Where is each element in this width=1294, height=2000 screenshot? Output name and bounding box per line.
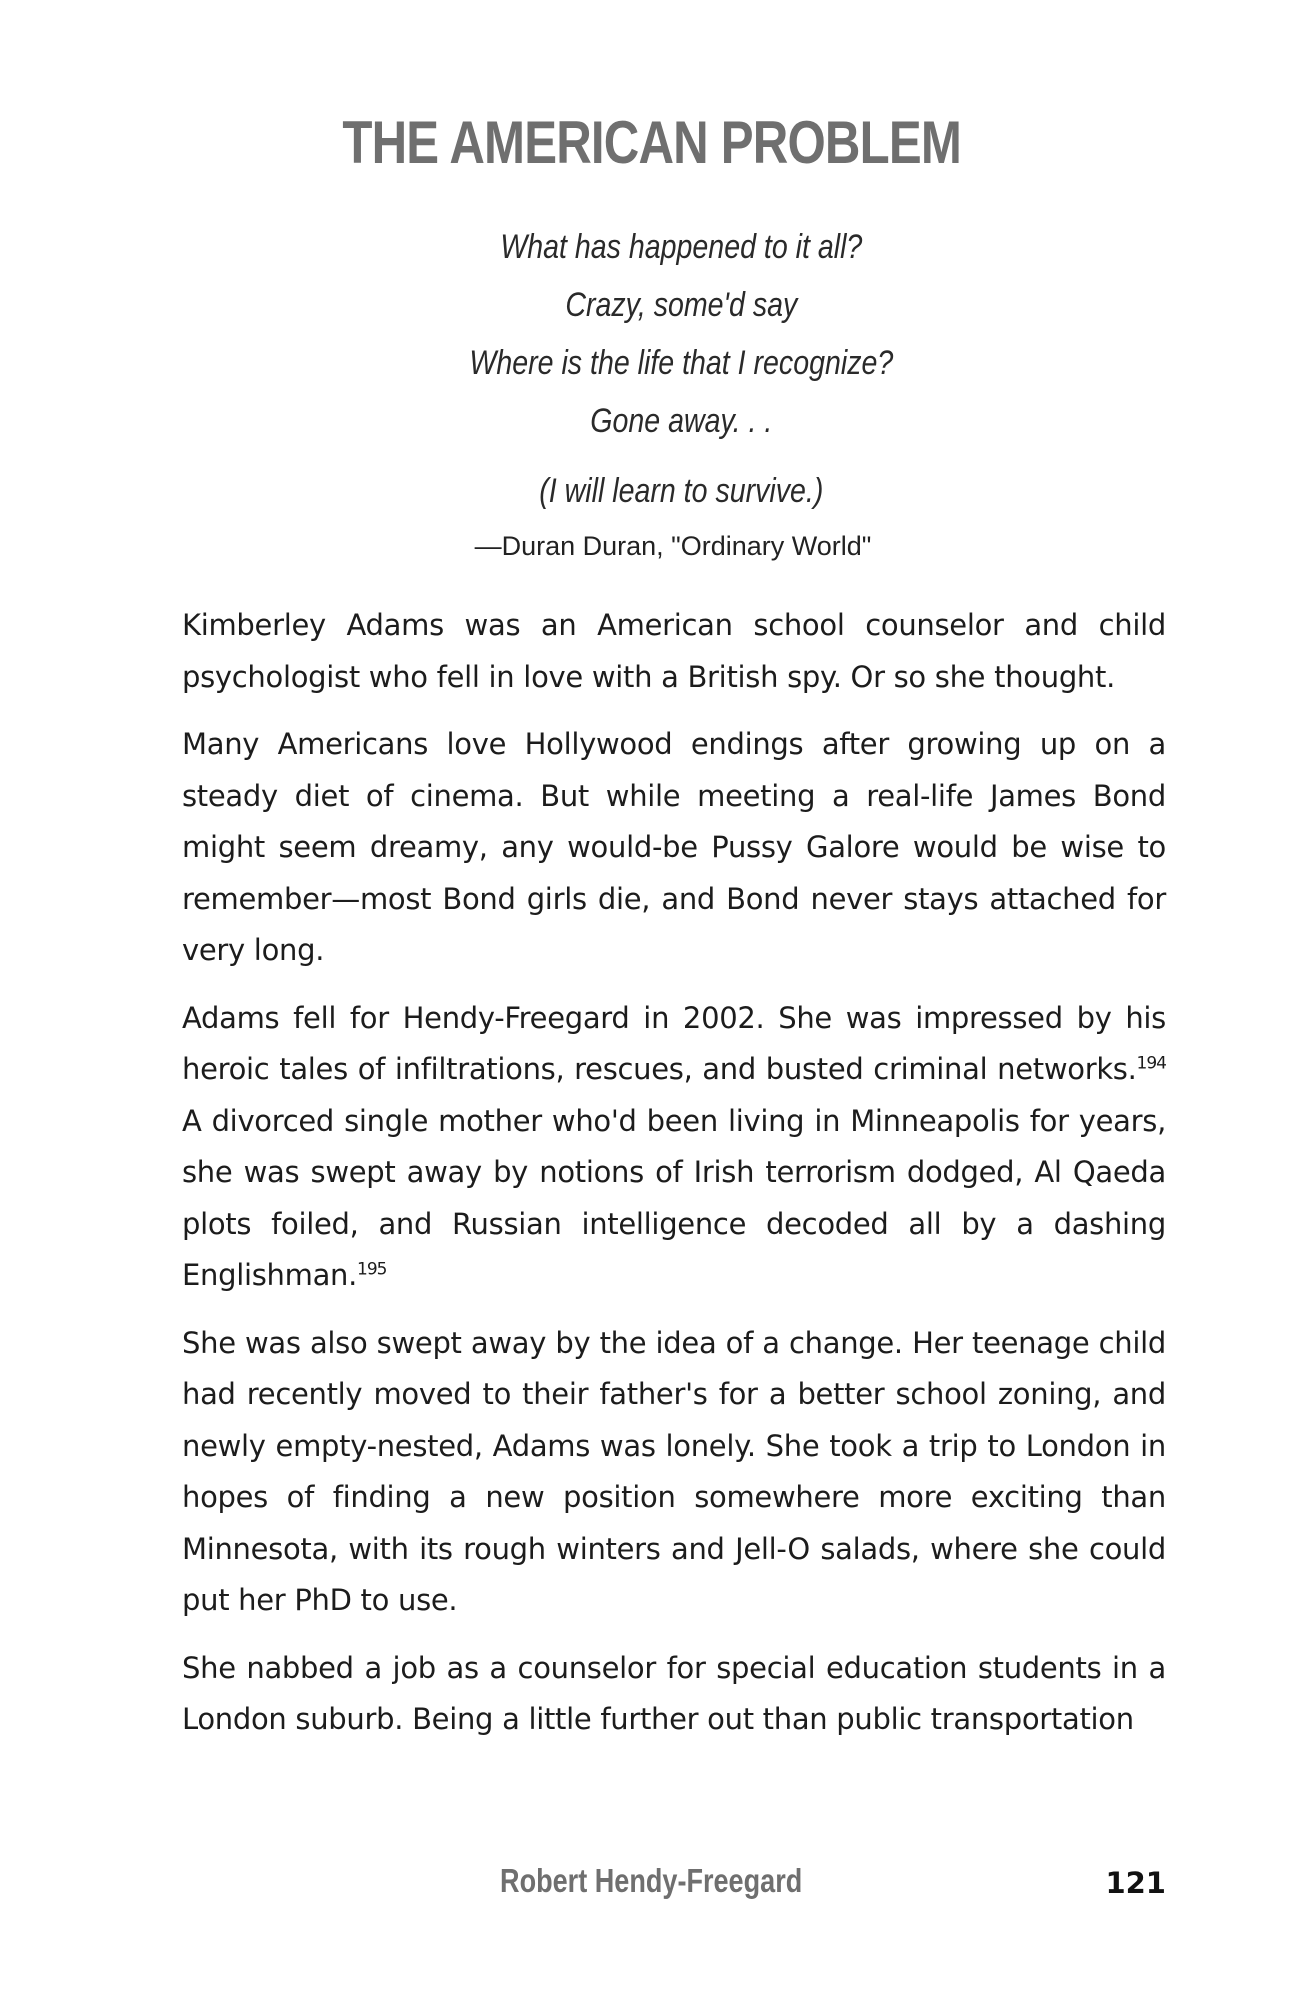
body-text (182, 600, 1166, 1762)
paragraph: Many Americans love Hollywood endings after growing up on a steady diet of cinema. But while meeting a real-life James Bond might seem dreamy, any would-be Pussy Galore would be wise to remember—most Bond girls die, and Bond never stays attached for very long. (182, 727, 1166, 967)
epigraph-line: What has happened to it all? (500, 228, 863, 266)
epigraph-line: Where is the life that I recognize? (469, 344, 894, 382)
paragraph (182, 993, 1166, 1302)
epigraph (0, 218, 1294, 566)
epigraph-line: Gone away. . . (590, 402, 773, 440)
footnote-marker: 195 (357, 1259, 387, 1280)
paragraph: She was also swept away by the idea of a change. Her teenage child had recently moved to their father's for a better school zoning, and newly empty-nested, Adams was lonely. She took a trip to London in hopes of finding a new position somewhere more exciting than Minnesota, with its rough winters and Jell-O salads, where she could put her PhD to use. (182, 1325, 1166, 1617)
paragraph-text: A divorced single mother who'd been living in Minneapolis for years, she was swept away by notions of Irish terrorism dodged, Al Qaeda plots foiled, and Russian intelligence decoded all by a dashing Englishman. (182, 1103, 1166, 1292)
running-footer-author: Robert Hendy-Freegard (500, 1862, 803, 1899)
footnote-marker: 194 (1136, 1053, 1166, 1074)
paragraph-text: Adams fell for Hendy-Freegard in 2002. She was impressed by his heroic tales of infiltrations, rescues, and busted criminal networks. (182, 1000, 1166, 1086)
paragraph: Kimberley Adams was an American school counselor and child psychologist who fell in love with a British spy. Or so she thought. (182, 608, 1166, 694)
page-number: 121 (1105, 1866, 1166, 1900)
epigraph-attribution: —Duran Duran, "Ordinary World" (474, 531, 872, 561)
epigraph-line: Crazy, some'd say (565, 286, 798, 324)
paragraph: She nabbed a job as a counselor for special education students in a London suburb. Being a little further out than public transportation (182, 1650, 1166, 1736)
chapter-title: THE AMERICAN PROBLEM (342, 109, 961, 176)
epigraph-line: (I will learn to survive.) (539, 472, 824, 510)
